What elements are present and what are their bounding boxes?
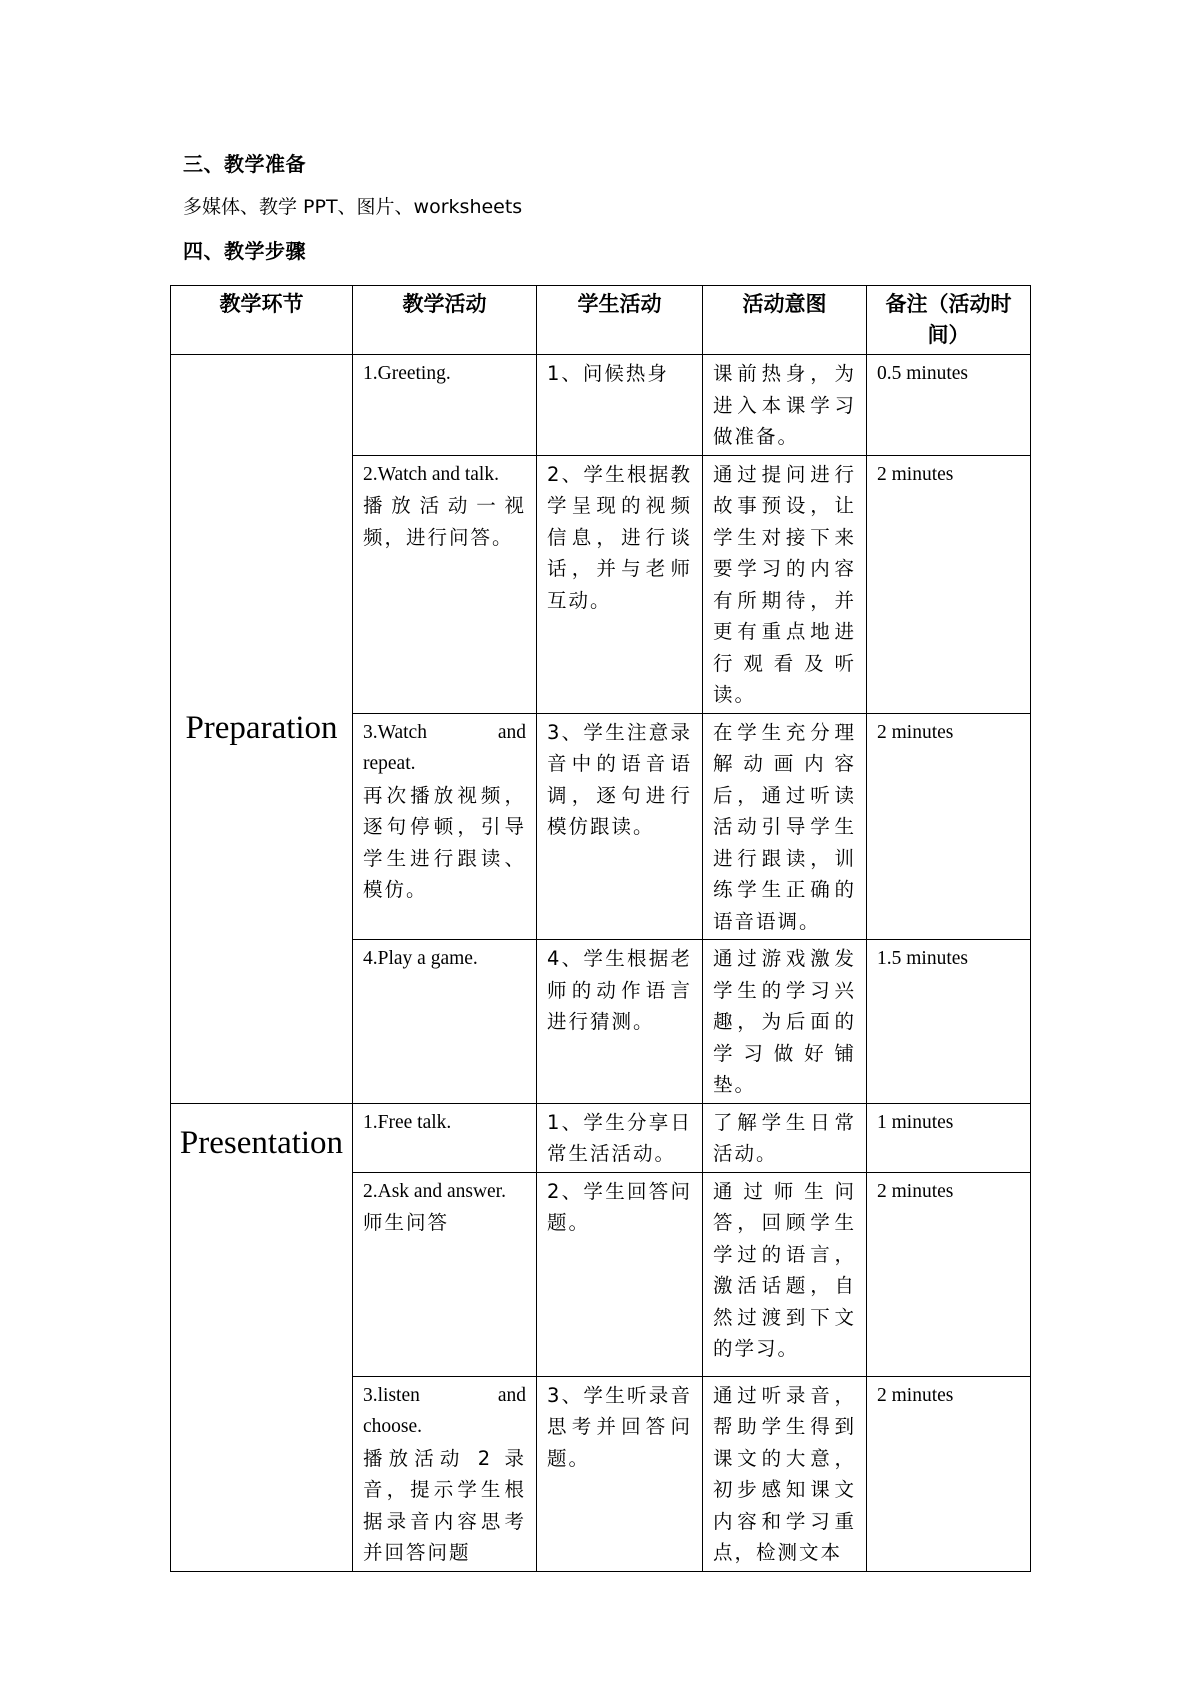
intent-cell bbox=[703, 1103, 867, 1172]
preparation-materials-text: 多媒体、教学 PPT、图片、worksheets bbox=[183, 196, 523, 218]
teacher-activity-cell bbox=[353, 455, 537, 713]
student-activity-cell bbox=[537, 940, 703, 1104]
activity-description: 师生问答 bbox=[363, 1211, 450, 1234]
intent-text: 通过师生问答，回顾学生学过的语言，激活话题，自然过渡到下文的学习。 bbox=[713, 1179, 856, 1360]
time-cell bbox=[867, 355, 1031, 456]
activity-title-part: 3.listen bbox=[363, 1384, 420, 1406]
teacher-activity-cell bbox=[353, 1376, 537, 1571]
activity-title: 2.Ask and answer. bbox=[363, 1180, 506, 1202]
section-heading-preparation: 三、教学准备 bbox=[183, 152, 306, 176]
stage-label: Preparation bbox=[185, 710, 338, 746]
intent-cell bbox=[703, 455, 867, 713]
time-text: 2 minutes bbox=[877, 721, 954, 743]
intent-cell bbox=[703, 713, 867, 940]
teaching-steps-table bbox=[170, 285, 1031, 1572]
time-cell bbox=[867, 1172, 1031, 1376]
intent-text: 通过听录音，帮助学生得到课文的大意，初步感知课文内容和学习重点，检测文本 bbox=[713, 1383, 856, 1564]
activity-title-part: repeat. bbox=[363, 753, 416, 774]
time-cell bbox=[867, 1103, 1031, 1172]
activity-title-part: choose. bbox=[363, 1416, 423, 1437]
activity-title: 2.Watch and talk. bbox=[363, 463, 499, 485]
activity-title bbox=[363, 1380, 526, 1412]
intent-text: 了解学生日常活动。 bbox=[713, 1110, 856, 1165]
teacher-activity-cell bbox=[353, 940, 537, 1104]
table-row bbox=[171, 1103, 1031, 1172]
student-activity-text: 2、学生根据教学呈现的视频信息，进行谈话，并与老师互动。 bbox=[547, 462, 692, 612]
student-activity-cell bbox=[537, 355, 703, 456]
student-activity-text: 2、学生回答问题。 bbox=[547, 1179, 692, 1234]
header-remarks-time: 备注（活动时间） bbox=[867, 286, 1031, 355]
header-student-activity: 学生活动 bbox=[537, 286, 703, 355]
activity-title-part: and bbox=[497, 1384, 526, 1406]
teacher-activity-cell bbox=[353, 713, 537, 940]
stage-presentation bbox=[171, 1103, 353, 1571]
student-activity-cell bbox=[537, 455, 703, 713]
activity-title: 4.Play a game. bbox=[363, 948, 478, 969]
intent-text: 通过提问进行故事预设，让学生对接下来要学习的内容有所期待，并更有重点地进行观看及听读。 bbox=[713, 462, 856, 706]
time-cell bbox=[867, 940, 1031, 1104]
intent-cell bbox=[703, 355, 867, 456]
student-activity-text: 3、学生注意录音中的语音语调，逐句进行模仿跟读。 bbox=[547, 720, 692, 838]
time-text: 1.5 minutes bbox=[877, 948, 968, 969]
activity-description: 播放活动一视频，进行问答。 bbox=[363, 494, 526, 549]
header-stage: 教学环节 bbox=[171, 286, 353, 355]
student-activity-cell bbox=[537, 1103, 703, 1172]
student-activity-text: 1、问候热身 bbox=[547, 362, 669, 385]
intent-text: 课前热身，为进入本课学习做准备。 bbox=[713, 362, 856, 448]
section-heading-steps: 四、教学步骤 bbox=[183, 239, 306, 263]
activity-description: 播放活动 2 录音，提示学生根据录音内容思考并回答问题 bbox=[363, 1446, 526, 1564]
teacher-activity-cell bbox=[353, 1172, 537, 1376]
header-activity-intent: 活动意图 bbox=[703, 286, 867, 355]
activity-title: 1.Free talk. bbox=[363, 1111, 452, 1133]
intent-cell bbox=[703, 940, 867, 1104]
teacher-activity-cell bbox=[353, 355, 537, 456]
student-activity-text: 1、学生分享日常生活活动。 bbox=[547, 1110, 692, 1165]
time-cell bbox=[867, 1376, 1031, 1571]
activity-title-part: 3.Watch bbox=[363, 721, 427, 743]
time-text: 1 minutes bbox=[877, 1111, 954, 1133]
intent-text: 通过游戏激发学生的学习兴趣，为后面的学习做好铺垫。 bbox=[713, 947, 856, 1096]
student-activity-text: 3、学生听录音思考并回答问题。 bbox=[547, 1383, 692, 1470]
time-text: 2 minutes bbox=[877, 1180, 954, 1202]
student-activity-text: 4、学生根据老师的动作语言进行猜测。 bbox=[547, 947, 692, 1033]
activity-title-part: and bbox=[497, 721, 526, 743]
student-activity-cell bbox=[537, 1172, 703, 1376]
time-text: 2 minutes bbox=[877, 463, 954, 485]
time-text: 2 minutes bbox=[877, 1384, 954, 1406]
time-cell bbox=[867, 713, 1031, 940]
intent-cell bbox=[703, 1172, 867, 1376]
header-teacher-activity: 教学活动 bbox=[353, 286, 537, 355]
activity-title bbox=[363, 717, 526, 749]
intent-text: 在学生充分理解动画内容后，通过听读活动引导学生进行跟读，训练学生正确的语音语调。 bbox=[713, 720, 856, 933]
intent-cell bbox=[703, 1376, 867, 1571]
teacher-activity-cell bbox=[353, 1103, 537, 1172]
stage-label: Presentation bbox=[179, 1124, 344, 1161]
time-cell bbox=[867, 455, 1031, 713]
activity-title: 1.Greeting. bbox=[363, 363, 451, 384]
table-header-row bbox=[171, 286, 1031, 355]
stage-preparation bbox=[171, 355, 353, 1104]
time-text: 0.5 minutes bbox=[877, 363, 968, 384]
student-activity-cell bbox=[537, 1376, 703, 1571]
activity-description: 再次播放视频，逐句停顿，引导学生进行跟读、模仿。 bbox=[363, 783, 526, 901]
table-row bbox=[171, 355, 1031, 456]
student-activity-cell bbox=[537, 713, 703, 940]
